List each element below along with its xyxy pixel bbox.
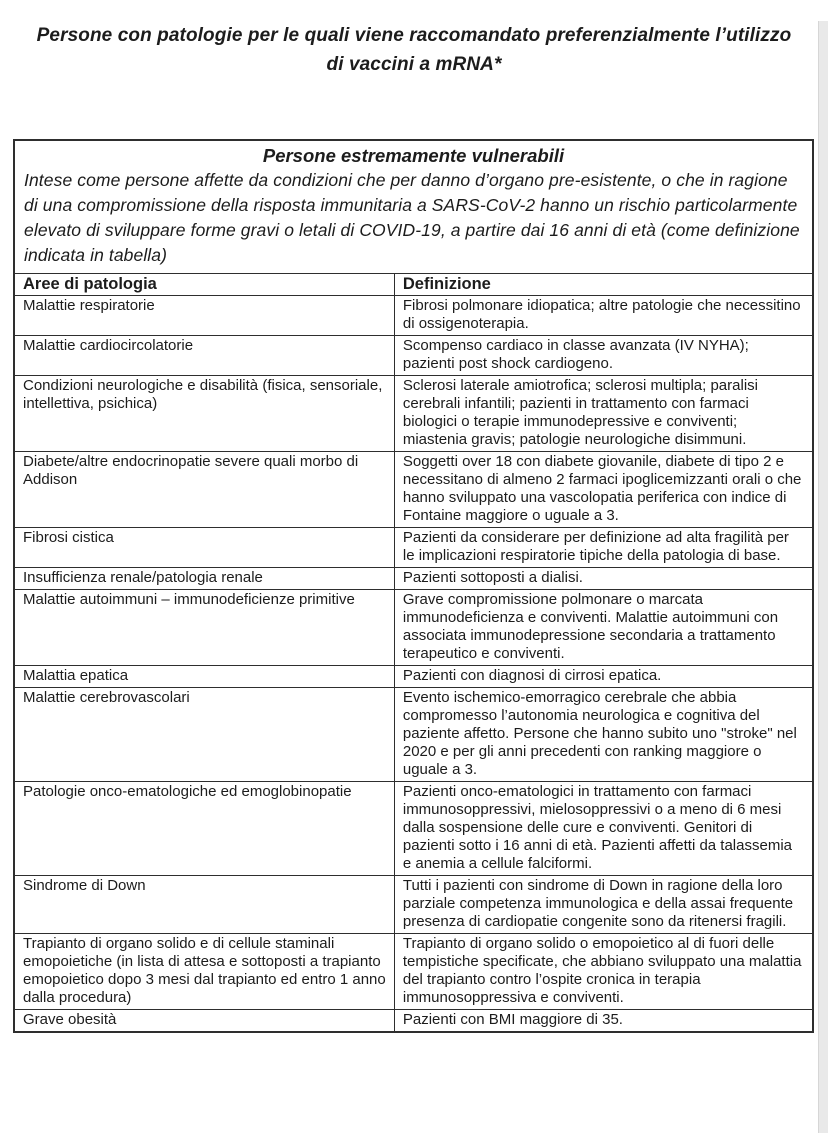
table-row: [15, 782, 812, 876]
table-row: [15, 568, 812, 590]
area-cell: Condizioni neurologiche e disabilità (fisica, sensoriale, intellettiva, psichica): [15, 376, 394, 452]
definition-cell: Pazienti con diagnosi di cirrosi epatica.: [394, 666, 812, 688]
table-row: [15, 296, 812, 336]
box-intro: Intese come persone affette da condizioni che per danno d’organo pre-esistente, o che in ragione di una compromissione della risposta immunitaria a SARS-CoV-2 hanno un rischio particolarmente elevato di sviluppare forme gravi o letali di COVID-19, a partire dai 16 anni di età (come definizione indicata in tabella): [24, 170, 800, 265]
definition-cell: Trapianto di organo solido o emopoietico al di fuori delle tempistiche specificate, che abbiano sviluppato una malattia del trapianto contro l’ospite cronica in terapia immunosoppressiva e conviventi.: [394, 934, 812, 1010]
area-cell: Sindrome di Down: [15, 876, 394, 934]
table-row: [15, 528, 812, 568]
area-cell: Patologie onco-ematologiche ed emoglobinopatie: [15, 782, 394, 876]
table-row: [15, 590, 812, 666]
definition-cell: Soggetti over 18 con diabete giovanile, diabete di tipo 2 e necessitano di almeno 2 farmaci ipoglicemizzanti orali o che hanno sviluppato una vascolopatia periferica con indice di Fontaine maggiore o uguale a 3.: [394, 452, 812, 528]
area-cell: Malattie autoimmuni – immunodeficienze primitive: [15, 590, 394, 666]
table-row: [15, 666, 812, 688]
table-row: [15, 1010, 812, 1032]
box-head: [15, 141, 812, 273]
definition-cell: Fibrosi polmonare idiopatica; altre patologie che necessitino di ossigenoterapia.: [394, 296, 812, 336]
definition-cell: Pazienti con BMI maggiore di 35.: [394, 1010, 812, 1032]
scrollbar-track[interactable]: [818, 21, 828, 1133]
table-header-row: [15, 274, 812, 296]
header-definition: Definizione: [394, 274, 812, 296]
definition-cell: Scompenso cardiaco in classe avanzata (IV NYHA); pazienti post shock cardiogeno.: [394, 336, 812, 376]
area-cell: Malattie cerebrovascolari: [15, 688, 394, 782]
box-title: Persone estremamente vulnerabili: [262, 145, 565, 166]
definition-cell: Pazienti da considerare per definizione ad alta fragilità per le implicazioni respiratorie tipiche della patologia di base.: [394, 528, 812, 568]
area-cell: Grave obesità: [15, 1010, 394, 1032]
area-cell: Malattia epatica: [15, 666, 394, 688]
page-title: Persone con patologie per le quali viene raccomandato preferenzialmente l’utilizzo di vaccini a mRNA*: [36, 25, 792, 75]
area-cell: Malattie cardiocircolatorie: [15, 336, 394, 376]
table-row: [15, 452, 812, 528]
definition-cell: Grave compromissione polmonare o marcata immunodeficienza e conviventi. Malattie autoimmuni con associata immunodepressione secondaria a trattamento terapeutico e conviventi.: [394, 590, 812, 666]
header-area: Aree di patologia: [15, 274, 394, 296]
definition-cell: Sclerosi laterale amiotrofica; sclerosi multipla; paralisi cerebrali infantili; pazienti in trattamento con farmaci biologici o terapie immunodepressive e conviventi; miastenia gravis; patologie neurologiche disimmuni.: [394, 376, 812, 452]
area-cell: Insufficienza renale/patologia renale: [15, 568, 394, 590]
table-row: [15, 336, 812, 376]
area-cell: Malattie respiratorie: [15, 296, 394, 336]
vulnerable-persons-box: [13, 139, 814, 1033]
table-row: [15, 376, 812, 452]
definition-cell: Tutti i pazienti con sindrome di Down in ragione della loro parziale competenza immunologica e della assai frequente presenza di cardiopatie congenite sono da ritenersi fragili.: [394, 876, 812, 934]
area-cell: Trapianto di organo solido e di cellule staminali emopoietiche (in lista di attesa e sottoposti a trapianto emopoietico dopo 3 mesi dal trapianto ed entro 1 anno dalla procedura): [15, 934, 394, 1010]
area-cell: Fibrosi cistica: [15, 528, 394, 568]
table-row: [15, 876, 812, 934]
pathology-table: [15, 273, 812, 1031]
definition-cell: Evento ischemico-emorragico cerebrale che abbia compromesso l’autonomia neurologica e cognitiva del paziente affetto. Persone che hanno subito uno "stroke" nel 2020 e per gli anni precedenti con ranking maggiore o uguale a 3.: [394, 688, 812, 782]
table-row: [15, 934, 812, 1010]
area-cell: Diabete/altre endocrinopatie severe quali morbo di Addison: [15, 452, 394, 528]
table-row: [15, 688, 812, 782]
definition-cell: Pazienti sottoposti a dialisi.: [394, 568, 812, 590]
definition-cell: Pazienti onco-ematologici in trattamento con farmaci immunosoppressivi, mielosoppressivi o a meno di 6 mesi dalla sospensione delle cure e conviventi. Genitori di pazienti sotto i 16 anni di età. Pazienti affetti da talassemia e anemia a cellule falciformi.: [394, 782, 812, 876]
